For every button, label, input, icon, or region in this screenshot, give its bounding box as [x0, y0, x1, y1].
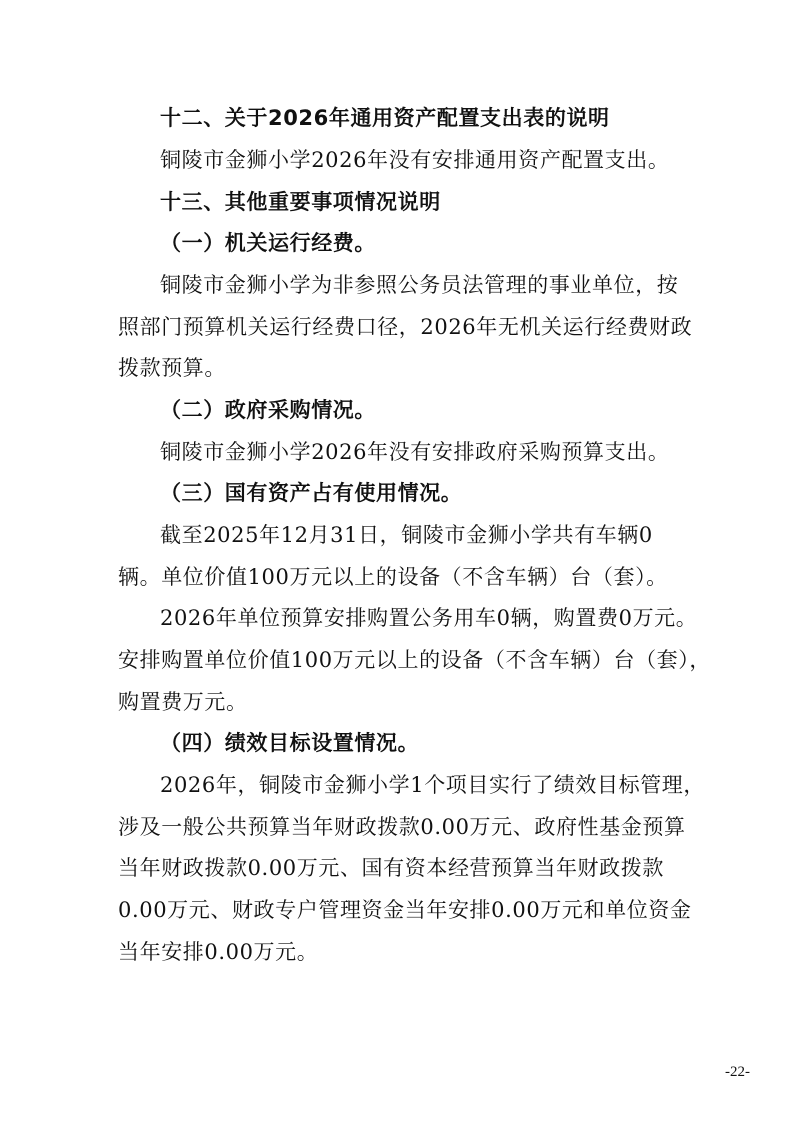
paragraph-line: 照部门预算机关运行经费口径，2026年无机关运行经费财政: [118, 315, 693, 339]
paragraph-line: 2026年，铜陵市金狮小学1个项目实行了绩效目标管理，: [160, 773, 706, 797]
paragraph-line: 截至2025年12月31日，铜陵市金狮小学共有车辆0: [160, 523, 653, 547]
paragraph-line: 铜陵市金狮小学2026年没有安排政府采购预算支出。: [160, 440, 670, 464]
paragraph-line: 铜陵市金狮小学为非参照公务员法管理的事业单位，按: [160, 273, 679, 297]
heading-section-12: 十二、关于2026年通用资产配置支出表的说明: [160, 106, 610, 130]
paragraph-line: 安排购置单位价值100万元以上的设备（不含车辆）台（套），: [118, 648, 711, 672]
subheading-3: （三）国有资产占有使用情况。: [160, 481, 463, 505]
paragraph-line: 拨款预算。: [118, 356, 226, 380]
paragraph-line: 购置费万元。: [118, 690, 248, 714]
subheading-2: （二）政府采购情况。: [160, 398, 376, 422]
paragraph-line: 辆。单位价值100万元以上的设备（不含车辆）台（套）。: [118, 565, 668, 589]
subheading-4: （四）绩效目标设置情况。: [160, 731, 420, 755]
heading-section-13: 十三、其他重要事项情况说明: [160, 190, 441, 214]
paragraph-line: 铜陵市金狮小学2026年没有安排通用资产配置支出。: [160, 148, 670, 172]
paragraph-line: 2026年单位预算安排购置公务用车0辆，购置费0万元。: [160, 606, 698, 630]
paragraph-line: 涉及一般公共预算当年财政拨款0.00万元、政府性基金预算: [118, 815, 686, 839]
subheading-1: （一）机关运行经费。: [160, 231, 376, 255]
paragraph-line: 0.00万元、财政专户管理资金当年安排0.00万元和单位资金: [118, 898, 692, 922]
paragraph-line: 当年安排0.00万元。: [118, 940, 319, 964]
paragraph-line: 当年财政拨款0.00万元、国有资本经营预算当年财政拨款: [118, 856, 664, 880]
page-number: -22-: [725, 1064, 750, 1080]
